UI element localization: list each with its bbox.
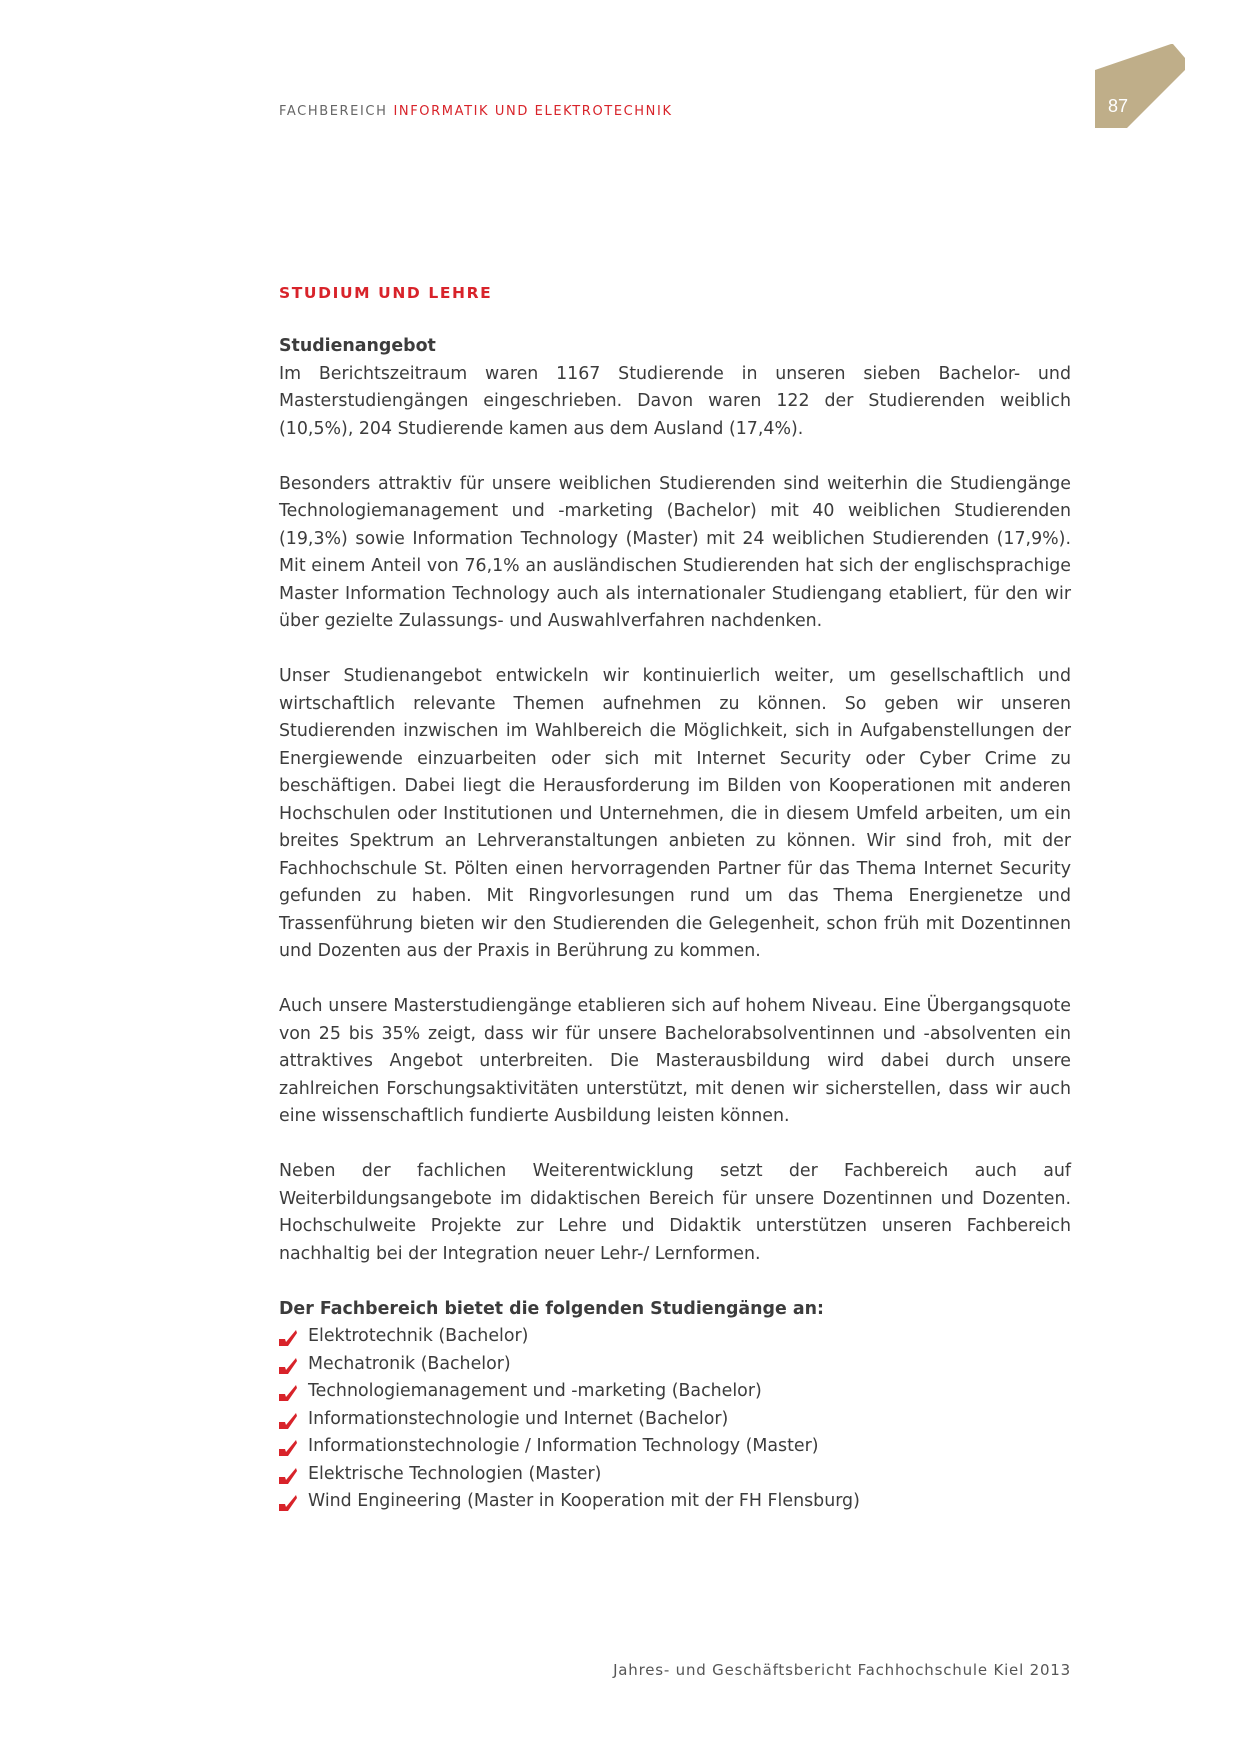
list-item	[279, 1378, 1071, 1406]
running-footer: Jahres- und Geschäftsbericht Fachhochschule Kiel 2013	[613, 1661, 1071, 1679]
paragraph-further-education: Neben der fachlichen Weiterentwicklung setzt der Fachbereich auch auf Weiterbildungsangebote im didaktischen Bereich für unsere Dozentinnen und Dozenten. Hochschulweite Projekte zur Lehre und Didaktik unterstützen unseren Fachbereich nachhaltig bei der Integration neuer Lehr-/ Lernformen.	[279, 1161, 1071, 1264]
course-label: Wind Engineering (Master in Kooperation mit der FH Flensburg)	[308, 1491, 860, 1511]
page-number: 87	[1108, 96, 1129, 116]
red-check-icon	[279, 1330, 297, 1346]
list-item	[279, 1351, 1071, 1379]
main-content	[279, 282, 1071, 1516]
course-label: Mechatronik (Bachelor)	[308, 1353, 511, 1374]
red-check-icon	[279, 1413, 297, 1429]
red-check-icon	[279, 1358, 297, 1374]
course-label: Elektrische Technologien (Master)	[308, 1463, 602, 1484]
header-department-label: FACHBEREICH	[279, 104, 388, 119]
list-item	[279, 1406, 1071, 1434]
subsection-title: Studienangebot	[279, 336, 436, 356]
course-list	[279, 1323, 1071, 1516]
list-item	[279, 1461, 1071, 1489]
list-item	[279, 1323, 1071, 1351]
red-check-icon	[279, 1468, 297, 1484]
list-item	[279, 1433, 1071, 1461]
paragraph-master-programs: Auch unsere Masterstudiengänge etablieren sich auf hohem Niveau. Eine Übergangsquote von 25 bis 35% zeigt, dass wir für unsere Bachelorabsolventinnen und -absolventen ein attraktives Angebot unterbreiten. Die Masterausbildung wird dabei durch unsere zahlreichen Forschungsaktivitäten unterstützt, mit denen wir sicherstellen, dass wir auch eine wissenschaftlich fundierte Ausbildung leisten können.	[279, 996, 1071, 1126]
course-label: Informationstechnologie und Internet (Bachelor)	[308, 1408, 729, 1429]
paragraph-female-students: Besonders attraktiv für unsere weiblichen Studierenden sind weiterhin die Studiengänge Technologiemanagement und -marketing (Bachelor) mit 40 weiblichen Studierenden (19,3%) sowie Information Technology (Master) mit 24 weiblichen Studierenden (17,9%). Mit einem Anteil von 76,1% an ausländischen Studierenden hat sich der englischsprachige Master Information Technology auch als internationaler Studiengang etabliert, für den wir über gezielte Zulassungs- und Auswahlverfahren nachdenken.	[279, 473, 1071, 631]
course-label: Elektrotechnik (Bachelor)	[308, 1326, 529, 1346]
red-check-icon	[279, 1385, 297, 1401]
list-item	[279, 1488, 1071, 1516]
header-department-name: INFORMATIK UND ELEKTROTECHNIK	[393, 104, 673, 119]
course-label: Informationstechnologie / Information Technology (Master)	[308, 1436, 819, 1456]
course-list-title: Der Fachbereich bietet die folgenden Studiengänge an:	[279, 1298, 824, 1319]
running-header	[279, 104, 673, 119]
section-title: STUDIUM UND LEHRE	[279, 284, 493, 302]
paragraph-enrollment: Im Berichtszeitraum waren 1167 Studierende in unseren sieben Bachelor- und Masterstudiengängen eingeschrieben. Davon waren 122 der Studierenden weiblich (10,5%), 204 Studierende kamen aus dem Ausland (17,4%).	[279, 363, 1071, 439]
course-label: Technologiemanagement und -marketing (Bachelor)	[308, 1381, 762, 1401]
red-check-icon	[279, 1495, 297, 1511]
paragraph-curriculum-development: Unser Studienangebot entwickeln wir kontinuierlich weiter, um gesellschaftlich und wirtschaftlich relevante Themen aufnehmen zu können. So geben wir unseren Studierenden inzwischen im Wahlbereich die Möglichkeit, sich in Aufgabenstellungen der Energiewende einzuarbeiten oder sich mit Internet Security oder Cyber Crime zu beschäftigen. Dabei liegt die Herausforderung im Bilden von Kooperationen mit anderen Hochschulen oder Institutionen und Unternehmen, die in diesem Umfeld arbeiten, um ein breites Spektrum an Lehrveranstaltungen anbieten zu können. Wir sind froh, mit der Fachhochschule St. Pölten einen hervorragenden Partner für das Thema Internet Security gefunden zu haben. Mit Ringvorlesungen rund um das Thema Energienetze und Trassenführung bieten wir den Studierenden die Gelegenheit, schon früh mit Dozentinnen und Dozenten aus der Praxis in Berührung zu kommen.	[279, 666, 1071, 961]
red-check-icon	[279, 1440, 297, 1456]
